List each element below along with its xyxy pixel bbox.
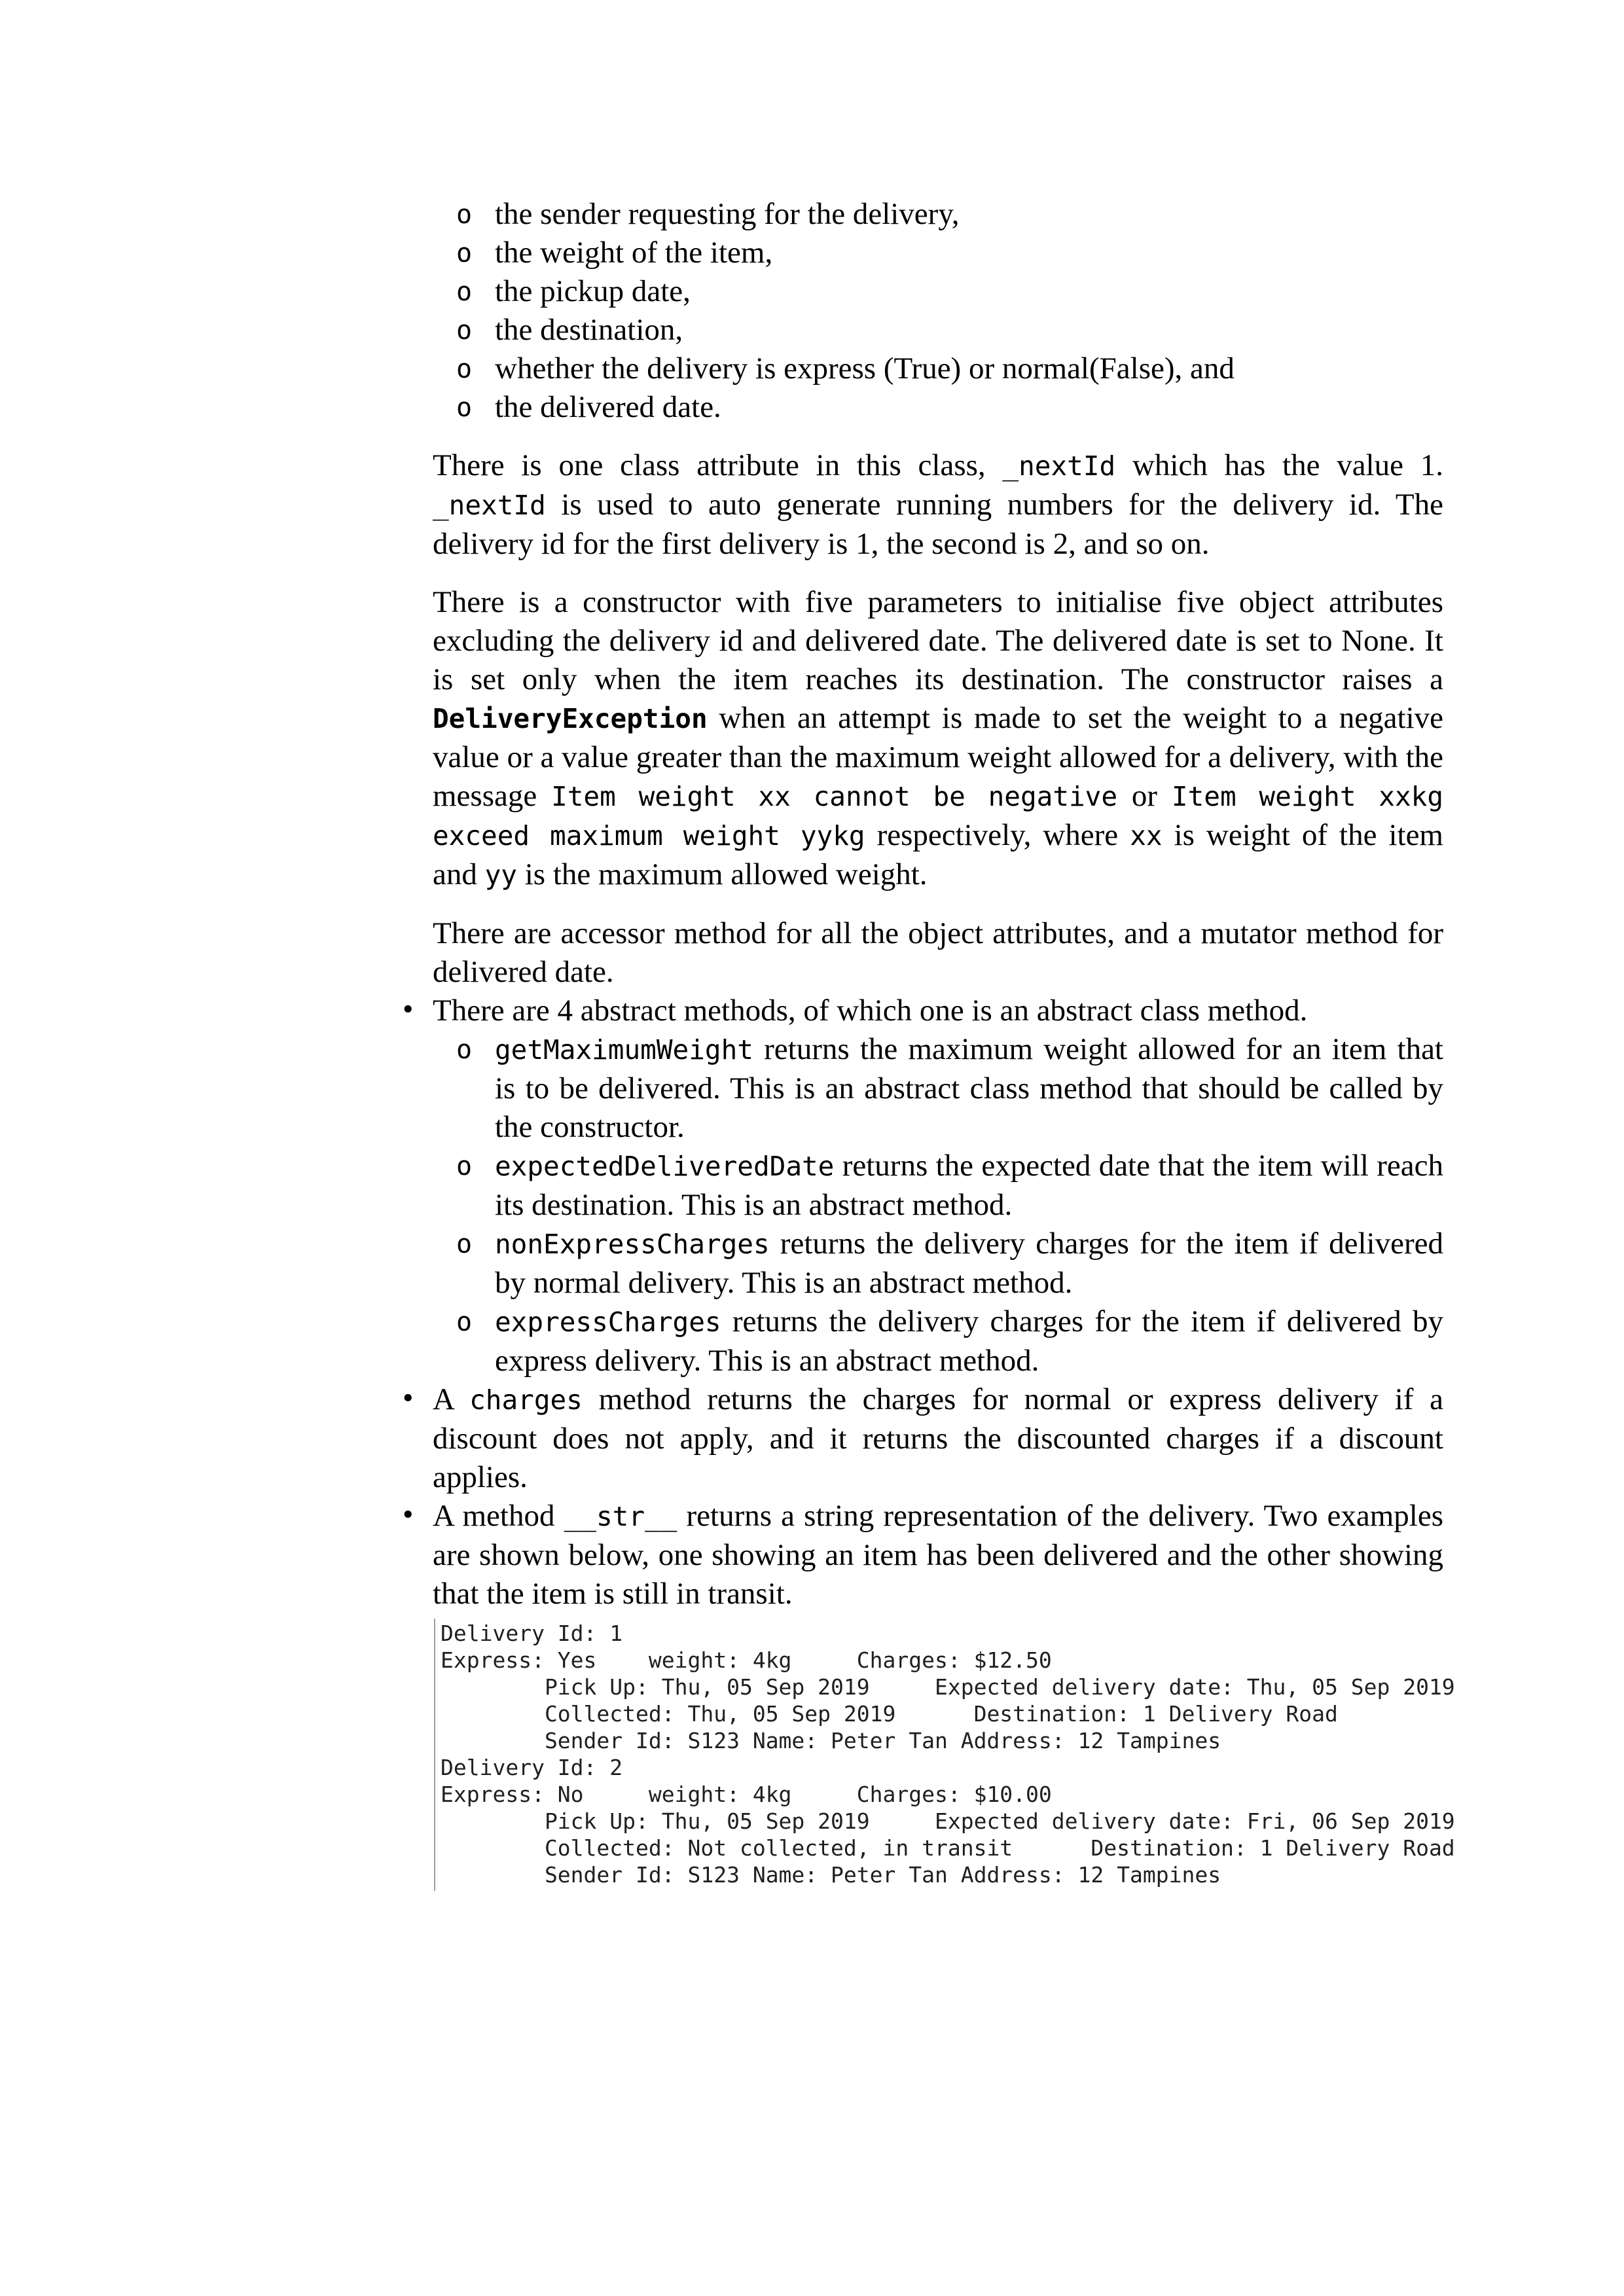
text-segment: expectedDeliveredDate: [495, 1151, 835, 1182]
delivery-attributes-list: [399, 195, 1443, 427]
text-segment: which has the value 1.: [1115, 448, 1443, 482]
list-item-text: the destination,: [495, 313, 683, 347]
list-item-sender: [399, 195, 1443, 234]
text-segment: A: [433, 1382, 470, 1416]
text-segment: method returns the charges for normal or express delivery if a discount does not apply, and it returns the discounted charges if a discount applies.: [433, 1382, 1443, 1494]
code-line: Sender Id: S123 Name: Peter Tan Address: 12 Tampines: [441, 1862, 1221, 1888]
bullet-text: [399, 992, 1443, 1030]
text-segment: getMaximumWeight: [495, 1034, 753, 1066]
list-item-text: whether the delivery is express (True) or normal(False), and: [495, 351, 1235, 386]
text-segment: yy: [484, 859, 517, 891]
circle-bullet-icon: o: [456, 200, 473, 230]
circle-bullet-icon: o: [456, 1151, 473, 1181]
bullet-text: [399, 1497, 1443, 1613]
sub-bullet-text: [495, 1225, 1443, 1302]
text-segment: returns the maximum weight allowed for an item that is to be delivered. This is an abstract class method that should be called by the constructor.: [495, 1032, 1443, 1144]
disc-bullet-icon: •: [403, 992, 414, 1026]
disc-bullet-icon: •: [403, 1381, 414, 1415]
code-line: Sender Id: S123 Name: Peter Tan Address: 12 Tampines: [441, 1728, 1221, 1753]
sub-bullet-expecteddelivereddate: [399, 1147, 1443, 1225]
sub-bullet-expresscharges: [399, 1302, 1443, 1380]
code-line: Express: Yes weight: 4kg Charges: $12.50: [441, 1647, 1052, 1673]
text-segment: There is one class attribute in this class,: [433, 448, 1003, 482]
text-segment: Item weight xxkg exceed maximum weight yykg: [433, 781, 1444, 852]
circle-bullet-icon: o: [456, 315, 473, 346]
list-item-delivered-date: [399, 388, 1443, 427]
text-segment: when an attempt is made to set the weight to a negative value or a value greater than the maximum weight allowed for a delivery, with the message: [433, 701, 1443, 813]
text-segment: returns a string representation of the delivery. Two examples are shown below, one showing an item has been delivered and the other showing that the item is still in transit.: [433, 1499, 1443, 1611]
code-line: Collected: Thu, 05 Sep 2019 Destination: 1 Delivery Road: [441, 1701, 1338, 1727]
list-item-text: the weight of the item,: [495, 236, 773, 270]
document-content: [399, 195, 1455, 1891]
text-segment: respectively, where: [865, 818, 1130, 852]
bullet-str-method: [399, 1497, 1455, 1891]
text-segment: is used to auto generate running numbers for the delivery id. The delivery id for the first delivery is 1, the second is 2, and so on.: [433, 488, 1443, 561]
list-item-text: the sender requesting for the delivery,: [495, 197, 960, 231]
circle-bullet-icon: o: [456, 277, 473, 307]
text-segment: is weight of the item and: [433, 818, 1443, 891]
text-segment: or: [1117, 779, 1172, 813]
para-accessors: [433, 914, 1443, 992]
text-segment: __str__: [564, 1501, 677, 1532]
code-line: Express: No weight: 4kg Charges: $10.00: [441, 1782, 1052, 1807]
circle-bullet-icon: o: [456, 1307, 473, 1337]
text-segment: A method: [433, 1499, 564, 1533]
text-segment: There are accessor method for all the object attributes, and a mutator method for delivered date.: [433, 916, 1443, 989]
str-output-example: [434, 1619, 1455, 1891]
sub-bullet-text: [495, 1302, 1443, 1380]
code-line: Delivery Id: 2: [441, 1755, 623, 1780]
sub-bullet-text: [495, 1147, 1443, 1225]
text-segment: returns the delivery charges for the item if delivered by normal delivery. This is an abstract method.: [495, 1227, 1443, 1300]
text-segment: charges: [469, 1384, 583, 1416]
sub-bullet-nonexpresscharges: [399, 1225, 1443, 1302]
circle-bullet-icon: o: [456, 354, 473, 384]
abstract-methods-sublist: [399, 1030, 1443, 1380]
text-segment: There are 4 abstract methods, of which one is an abstract class method.: [433, 994, 1308, 1028]
text-segment: _nextId: [433, 490, 546, 521]
bullet-abstract-methods: [399, 992, 1443, 1380]
para-constructor: [433, 583, 1443, 895]
text-segment: _nextId: [1002, 450, 1116, 482]
list-item-express-flag: [399, 350, 1443, 388]
code-line: Pick Up: Thu, 05 Sep 2019 Expected delivery date: Thu, 05 Sep 2019: [441, 1674, 1455, 1700]
list-item-pickup-date: [399, 272, 1443, 311]
text-segment: returns the expected date that the item will reach its destination. This is an abstract method.: [495, 1149, 1443, 1222]
para-class-attribute: [433, 446, 1443, 564]
code-line: Collected: Not collected, in transit Destination: 1 Delivery Road: [441, 1835, 1455, 1861]
code-line: Pick Up: Thu, 05 Sep 2019 Expected delivery date: Fri, 06 Sep 2019: [441, 1808, 1455, 1834]
circle-bullet-icon: o: [456, 393, 473, 423]
bullet-charges-method: [399, 1380, 1443, 1497]
disc-bullet-icon: •: [403, 1498, 414, 1532]
circle-bullet-icon: o: [456, 1035, 473, 1065]
code-line: Delivery Id: 1: [441, 1621, 623, 1646]
list-item-weight: [399, 234, 1443, 272]
text-segment: expressCharges: [495, 1306, 721, 1338]
text-segment: xx: [1130, 820, 1163, 852]
list-item-text: the delivered date.: [495, 390, 721, 424]
sub-bullet-getmaximumweight: [399, 1030, 1443, 1147]
text-segment: is the maximum allowed weight.: [517, 857, 928, 891]
text-segment: returns the delivery charges for the item if delivered by express delivery. This is an abstract method.: [495, 1304, 1443, 1378]
text-segment: DeliveryException: [433, 703, 708, 734]
text-segment: nonExpressCharges: [495, 1229, 770, 1260]
list-item-text: the pickup date,: [495, 274, 691, 308]
text-segment: Item weight xx cannot be negative: [551, 781, 1118, 812]
bullet-text: [399, 1380, 1443, 1497]
sub-bullet-text: [495, 1030, 1443, 1147]
list-item-destination: [399, 311, 1443, 350]
circle-bullet-icon: o: [456, 238, 473, 268]
circle-bullet-icon: o: [456, 1229, 473, 1259]
text-segment: There is a constructor with five parameters to initialise five object attributes excluding the delivery id and delivered date. The delivered date is set to None. It is set only when the item reaches its destination. The constructor raises a: [433, 585, 1443, 696]
